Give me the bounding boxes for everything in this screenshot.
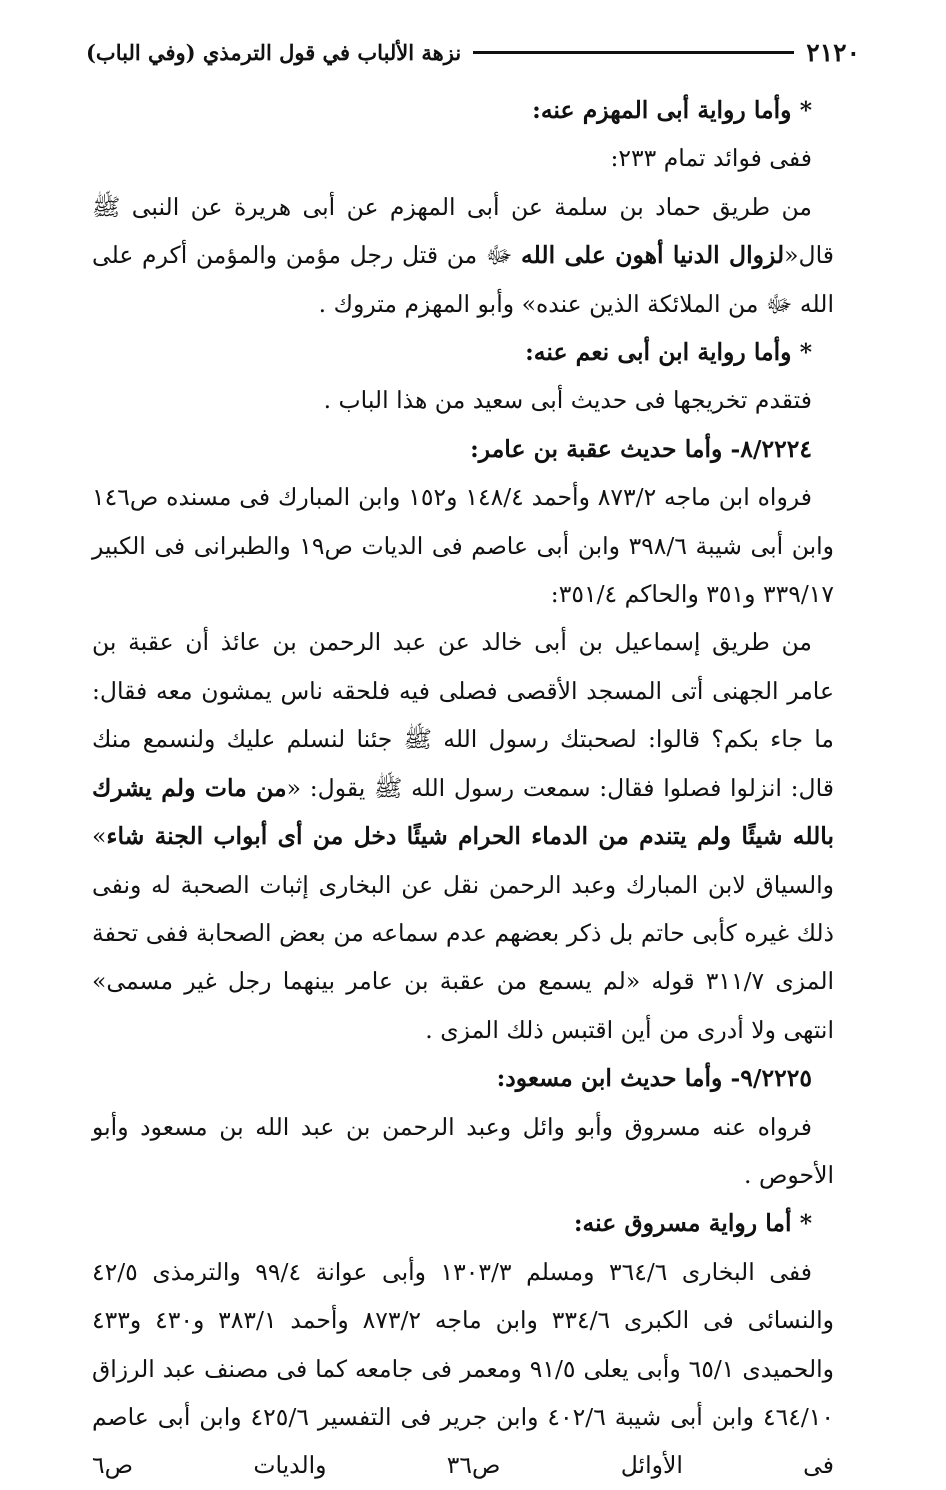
paragraph-ismail-chain (92, 618, 834, 1054)
paragraph-fawaid-tammam: ففى فوائد تمام ٢٣٣: (610, 144, 812, 173)
paragraph-uqba-sources: فرواه ابن ماجه ٨٧٣/٢ وأحمد ١٤٨/٤ و١٥٢ وابن المبارك فى مسنده ص١٤٦ وابن أبى شيبة ٣٩٨/٦ وابن أبى عاصم فى الديات ص١٩ والطبرانى فى الكبير ٣٣٩/١٧ و٣٥١ والحاكم ٣٥١/٤: (92, 483, 835, 609)
section-heading-ibn-abi-num: * وأما رواية ابن أبى نعم عنه: (525, 338, 812, 367)
page-header (86, 32, 860, 72)
hadith-text: من مات ولم يشرك بالله شيئًا ولم يتندم من الدماء الحرام شيئًا دخل من أى أبواب الجنة شاء (92, 773, 834, 851)
text-span: من طريق إسماعيل بن أبى خالد عن عبد الرحمن بن عائذ أن عقبة بن عامر الجهنى أتى المسجد الأقصى فصلى فيه فلحقه ناس يمشون معه فقال: ما جاء بكم؟ قالوا: لصحبتك رسول الله ﷺ جئنا لنسلم عليك ولنسمع منك قال: انزلوا فصلوا فقال: سمعت رسول الله ﷺ يقول: « (92, 628, 834, 802)
section-heading-abi-al-muhazzim: * وأما رواية أبى المهزم عنه: (532, 96, 812, 124)
paragraph-ibn-masud-narrators: فرواه عنه مسروق وأبو وائل وعبد الرحمن بن عبد الله بن مسعود وأبو الأحوص . (92, 1112, 834, 1189)
paragraph-hammad-chain (92, 183, 834, 328)
running-title: نزهة الألباب في قول الترمذي (وفي الباب) (86, 39, 462, 65)
text-span: من طريق حماد بن سلمة عن أبى المهزم عن أبى هريرة عن النبى ﷺ قال« (92, 192, 834, 270)
paragraph-takhrij-note: فتقدم تخريجها فى حديث أبى سعيد من هذا الباب . (323, 386, 812, 415)
hadith-text: لزوال الدنيا أهون على الله (521, 241, 785, 270)
header-rule (473, 51, 794, 54)
text-span: » والسياق لابن المبارك وعبد الرحمن نقل عن البخارى إثبات الصحبة له ونفى ذلك غيره كأبى حاتم بل ذكر بعضهم عدم سماعه من بعض الصحابة ففى تحفة المزى ٣١١/٧ قوله «لم يسمع من عقبة بن عامر بينهما رجل غير مسمى» انتهى ولا أدرى من أين اقتبس ذلك المزى . (92, 822, 835, 1044)
section-heading-ibn-masud: ٩/٢٢٢٥- وأما حديث ابن مسعود: (496, 1064, 812, 1093)
page-number: ٢١٢٠ (806, 37, 860, 67)
page-body (92, 86, 834, 1490)
section-heading-uqba-bin-amir: ٨/٢٢٢٤- وأما حديث عقبة بن عامر: (470, 434, 812, 463)
paragraph-masruq-sources: ففى البخارى ٣٦٤/٦ ومسلم ١٣٠٣/٣ وأبى عوانة ٩٩/٤ والترمذى ٤٢/٥ والنسائى فى الكبرى ٣٣٤/٦ وابن ماجه ٨٧٣/٢ وأحمد ٣٨٣/١ و٤٣٠ و٤٣٣ والحميدى ٦٥/١ وأبى يعلى ٩١/٥ ومعمر فى جامعه كما فى مصنف عبد الرزاق ٤٦٤/١٠ وابن أبى شيبة ٤٠٢/٦ وابن جرير فى التفسير ٤٢٥/٦ وابن أبى عاصم فى الأوائل ص٣٦ والديات ص٦ (92, 1257, 835, 1480)
text-span: ﷻ من قتل رجل مؤمن والمؤمن أكرم على الله ﷻ من الملائكة الذين عنده» وأبو المهزم متروك . (92, 241, 834, 318)
section-heading-masruq: * أما رواية مسروق عنه: (573, 1209, 812, 1238)
